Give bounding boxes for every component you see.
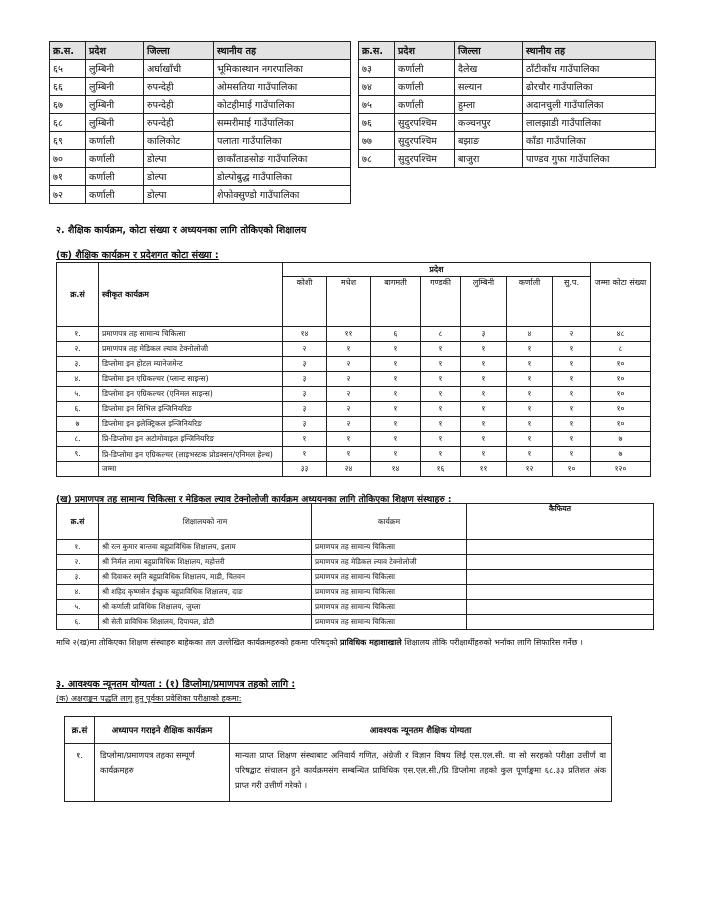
column-header: स्थानीय तह xyxy=(523,42,656,60)
program-cell: प्रमाणपत्र तह मेडिकल ल्याव टेक्नोलोजी xyxy=(312,555,467,570)
quota-cell: २ xyxy=(327,417,371,432)
column-header: अध्यापन गराइने शैक्षिक कार्यक्रम xyxy=(95,717,230,744)
quota-cell: ३ xyxy=(283,402,327,417)
quota-cell: २ xyxy=(327,372,371,387)
table-cell: ७८ xyxy=(359,150,395,168)
program-cell: प्रमाणपत्र तह सामान्य चिकित्सा xyxy=(312,540,467,555)
sn-cell: २. xyxy=(57,342,99,357)
sn-cell: ४. xyxy=(57,372,99,387)
quota-cell: १ xyxy=(507,387,553,402)
table-cell: लुम्बिनी xyxy=(86,114,144,132)
province-column-header: मधेश xyxy=(327,277,371,327)
note-text: माथि २(ख)मा तोकिएका शिक्षण संस्थाहरु बाहेकका तल उल्लेखित कार्यक्रमहरुको हकमा परिषद्को xyxy=(56,638,338,647)
program-cell: प्रमाणपत्र तह सामान्य चिकित्सा xyxy=(312,600,467,615)
program-header: स्वीकृत कार्यक्रम xyxy=(99,263,283,327)
column-header: जिल्ला xyxy=(144,42,214,60)
table-cell: ६६ xyxy=(50,78,86,96)
table-row xyxy=(65,744,612,802)
column-header: क्र.स. xyxy=(359,42,395,60)
table-cell: बाजुरा xyxy=(455,150,523,168)
table-row xyxy=(50,150,351,168)
remarks-cell xyxy=(467,555,654,570)
quota-cell: १ xyxy=(371,357,421,372)
table-row xyxy=(57,585,654,600)
program-cell: प्रमाणपत्र तह सामान्य चिकित्सा xyxy=(99,327,283,342)
remarks-cell xyxy=(467,585,654,600)
table-cell: कञ्चनपुर xyxy=(455,114,523,132)
quota-cell: १ xyxy=(461,402,507,417)
quota-cell: ३३ xyxy=(283,462,327,477)
quota-cell: १ xyxy=(461,417,507,432)
table-cell: कर्णाली xyxy=(86,168,144,186)
column-header: कार्यक्रम xyxy=(312,504,467,540)
table-row xyxy=(57,600,654,615)
quota-cell: १ xyxy=(507,417,553,432)
remarks-cell xyxy=(467,615,654,630)
quota-cell: १ xyxy=(327,342,371,357)
table-row xyxy=(359,114,656,132)
table-cell: ६९ xyxy=(50,132,86,150)
table-cell: ७१ xyxy=(50,168,86,186)
table-cell: ७७ xyxy=(359,132,395,150)
sn-cell: ४. xyxy=(57,585,99,600)
program-cell: डिप्लोमा इन इलेक्ट्रिकल इन्जिनियरिङ xyxy=(99,417,283,432)
program-cell: डिप्लोमा इन होटल म्यानेजमेन्ट xyxy=(99,357,283,372)
table-cell: डोल्पोबुद्ध गाउँपालिका xyxy=(214,168,351,186)
total-cell: १० xyxy=(591,372,651,387)
institution-name-cell: श्री रत्न कुमार बान्तवा बहुप्राविधिक शिक्षालय, इलाम xyxy=(99,540,312,555)
program-cell: डिप्लोमा इन सिभिल इन्जिनियरिङ xyxy=(99,402,283,417)
sn-cell: २. xyxy=(57,555,99,570)
section-3-subtitle: (क) अक्षराङ्कन पद्धति लागु हुनु पूर्वका प्रवेशिका परीक्षाको हकमा: xyxy=(56,694,242,703)
quota-cell: ११ xyxy=(461,462,507,477)
table-cell: भूमिकास्थान नगरपालिका xyxy=(214,60,351,78)
table-cell: ६८ xyxy=(50,114,86,132)
quota-cell: १ xyxy=(421,402,461,417)
sn-cell: ८. xyxy=(57,432,99,447)
quota-cell: १ xyxy=(421,342,461,357)
institution-name-cell: श्री कर्णाली प्राविधिक शिक्षालय, जुम्ला xyxy=(99,600,312,615)
remarks-cell xyxy=(467,570,654,585)
table-cell: दैलेख xyxy=(455,60,523,78)
table-cell: पलाता गाउँपालिका xyxy=(214,132,351,150)
quota-cell: ३ xyxy=(461,327,507,342)
table-cell: डिप्लोमा/प्रमाणपत्र तहका सम्पूर्ण कार्यक्रमहरु xyxy=(95,744,230,802)
sn-cell: १. xyxy=(57,327,99,342)
quota-cell: १ xyxy=(507,432,553,447)
table-cell: काँडा गाउँपालिका xyxy=(523,132,656,150)
table-cell: सम्मरीमाई गाउँपालिका xyxy=(214,114,351,132)
quota-cell: १ xyxy=(507,342,553,357)
table-cell: सुदुरपश्चिम xyxy=(395,150,455,168)
table-cell: ६५ xyxy=(50,60,86,78)
program-cell: डिप्लोमा इन एग्रिकल्चर (एनिमल साइन्स) xyxy=(99,387,283,402)
district-table-right xyxy=(358,41,656,168)
table-cell: अर्घाखाँची xyxy=(144,60,214,78)
column-header: प्रदेश xyxy=(395,42,455,60)
table-cell: ७५ xyxy=(359,96,395,114)
quota-cell: १ xyxy=(507,447,553,462)
institution-name-cell: श्री सेती प्राविधिक शिक्षालय, दिपायल, डोटी xyxy=(99,615,312,630)
table-row xyxy=(50,114,351,132)
quota-cell: १ xyxy=(461,447,507,462)
total-label: जम्मा xyxy=(99,462,283,477)
total-cell: १२० xyxy=(591,462,651,477)
program-cell: प्रि-डिप्लोमा इन एग्रिकल्चर (लाइभस्टक प्रोडक्सन/एनिमल हेल्थ) xyxy=(99,447,283,462)
table-cell: मान्यता प्राप्त शिक्षण संस्थाबाट अनिवार्य गणित, अंग्रेजी र विज्ञान विषय लिई एस.एल.सी. वा सो सरहको परीक्षा उत्तीर्ण वा परिषद्बाट संचालन हुने कार्यक्रमसंग सम्बन्धित प्राविधिक एस.एल.सी./प्रि डिप्लोमा तहको कुल पूर्णाङ्कमा ६८.३३ प्रतिशत अंक प्राप्त गरी उत्तीर्ण गरेको । xyxy=(230,744,612,802)
column-header: कैफियत xyxy=(467,504,654,540)
quota-cell: १६ xyxy=(421,462,461,477)
table-header-row xyxy=(359,42,656,60)
quota-cell: १ xyxy=(553,447,591,462)
province-column-header: लुम्बिनी xyxy=(461,277,507,327)
note-paragraph xyxy=(56,636,653,650)
sn-cell: ५. xyxy=(57,387,99,402)
remarks-cell xyxy=(467,600,654,615)
quota-cell: १४ xyxy=(283,327,327,342)
table-cell: हुम्ला xyxy=(455,96,523,114)
table-row xyxy=(50,168,351,186)
sn-header: क्र.सं xyxy=(57,263,99,327)
quota-cell: १ xyxy=(461,387,507,402)
table-cell: सुदुरपश्चिम xyxy=(395,132,455,150)
program-cell: प्रि-डिप्लोमा इन अटोमोवाइल इन्जिनियरिङ xyxy=(99,432,283,447)
total-cell: ४८ xyxy=(591,327,651,342)
quota-cell: १ xyxy=(553,432,591,447)
quota-cell: १ xyxy=(421,447,461,462)
table-row xyxy=(50,132,351,150)
table-cell: ७६ xyxy=(359,114,395,132)
table-cell: कर्णाली xyxy=(395,78,455,96)
quota-cell: १० xyxy=(553,462,591,477)
table-row xyxy=(50,186,351,204)
quota-cell: ३ xyxy=(283,417,327,432)
table-cell: अदानचुली गाउँपालिका xyxy=(523,96,656,114)
section-2b-title: (ख) प्रमाणपत्र तह सामान्य चिकित्सा र मेडिकल ल्याव टेक्नोलोजी कार्यक्रम अध्ययनका लागि तोकिएका शिक्षण संस्थाहरु : xyxy=(56,495,452,505)
quota-cell: १ xyxy=(371,387,421,402)
institution-name-cell: श्री शहिद कृष्णसेन ईच्छुक बहुप्राविधिक शिक्षालय, दाङ xyxy=(99,585,312,600)
quota-cell: १ xyxy=(371,447,421,462)
table-row xyxy=(57,570,654,585)
table-cell: ओमसतिया गाउँपालिका xyxy=(214,78,351,96)
total-header: जम्मा कोटा संख्या xyxy=(591,277,651,327)
quota-cell: १ xyxy=(371,372,421,387)
total-row xyxy=(57,462,651,477)
quota-cell: १ xyxy=(421,357,461,372)
column-header: शिक्षालयको नाम xyxy=(99,504,312,540)
note-text-end: शिक्षालय तोकि परीक्षार्थीहरुको भर्नाका लागि सिफारिस गर्नेछ । xyxy=(404,638,583,647)
table-cell: लुम्बिनी xyxy=(86,96,144,114)
province-column-header: कोशी xyxy=(283,277,327,327)
table-row xyxy=(359,96,656,114)
quota-cell: ३ xyxy=(283,387,327,402)
table-row xyxy=(57,327,651,342)
quota-cell: २ xyxy=(327,387,371,402)
table-cell: सुदुरपश्चिम xyxy=(395,114,455,132)
table-row xyxy=(359,150,656,168)
quota-cell: ४ xyxy=(507,327,553,342)
table-cell: कर्णाली xyxy=(395,60,455,78)
column-header: आवश्यक न्यूनतम शैक्षिक योग्यता xyxy=(230,717,612,744)
remarks-cell xyxy=(467,540,654,555)
quota-cell: २ xyxy=(553,327,591,342)
table-cell: कर्णाली xyxy=(395,96,455,114)
quota-cell: १ xyxy=(327,447,371,462)
sn-cell: ६. xyxy=(57,402,99,417)
section-2a-title: (क) शैक्षिक कार्यक्रम र प्रदेशगत कोटा संख्या : xyxy=(56,250,219,261)
table-row xyxy=(50,78,351,96)
program-cell: प्रमाणपत्र तह सामान्य चिकित्सा xyxy=(312,615,467,630)
table-cell: ७३ xyxy=(359,60,395,78)
table-row xyxy=(50,60,351,78)
quota-cell: १ xyxy=(371,342,421,357)
table-row xyxy=(57,387,651,402)
table-row xyxy=(57,372,651,387)
quota-cell: १ xyxy=(461,432,507,447)
quota-cell: १ xyxy=(507,357,553,372)
column-header: क्र.सं xyxy=(57,504,99,540)
table-cell: कोटहीमाई गाउँपालिका xyxy=(214,96,351,114)
table-row xyxy=(57,342,651,357)
table-cell: डोल्पा xyxy=(144,150,214,168)
table-row xyxy=(57,402,651,417)
quota-cell: २ xyxy=(327,402,371,417)
quota-cell: १ xyxy=(507,372,553,387)
table-cell: ढोरचौर गाउँपालिका xyxy=(523,78,656,96)
quota-cell: १ xyxy=(371,402,421,417)
district-table-left xyxy=(49,41,351,204)
institution-table xyxy=(56,503,654,630)
table-cell: ७४ xyxy=(359,78,395,96)
quota-cell: १ xyxy=(461,372,507,387)
sn-cell: १. xyxy=(57,540,99,555)
table-row xyxy=(57,555,654,570)
table-cell: लुम्बिनी xyxy=(86,60,144,78)
table-cell: कर्णाली xyxy=(86,150,144,168)
quota-cell: १ xyxy=(421,372,461,387)
quota-cell: ११ xyxy=(327,327,371,342)
program-cell: प्रमाणपत्र तह सामान्य चिकित्सा xyxy=(312,570,467,585)
sn-cell: ३. xyxy=(57,357,99,372)
sn-cell: ६. xyxy=(57,615,99,630)
table-row xyxy=(57,540,654,555)
total-cell: ८ xyxy=(591,342,651,357)
table-cell: कर्णाली xyxy=(86,132,144,150)
table-cell: लालझाडी गाउँपालिका xyxy=(523,114,656,132)
table-cell: ७० xyxy=(50,150,86,168)
quota-cell: २ xyxy=(327,357,371,372)
sn-cell: ३. xyxy=(57,570,99,585)
quota-cell: १ xyxy=(553,357,591,372)
quota-cell: १ xyxy=(371,432,421,447)
table-cell: पाण्डव गुफा गाउँपालिका xyxy=(523,150,656,168)
quota-cell: १ xyxy=(553,372,591,387)
quota-cell: १ xyxy=(553,342,591,357)
sn-cell: ५. xyxy=(57,600,99,615)
quota-cell: १ xyxy=(461,357,507,372)
total-cell: १० xyxy=(591,357,651,372)
qualification-table xyxy=(64,716,612,802)
quota-cell: १ xyxy=(421,432,461,447)
column-header: क्र.सं xyxy=(65,717,95,744)
quota-cell: २ xyxy=(283,342,327,357)
total-cell: ७ xyxy=(591,447,651,462)
program-cell: डिप्लोमा इन एग्रिकल्चर (प्लान्ट साइन्स) xyxy=(99,372,283,387)
table-cell: ६७ xyxy=(50,96,86,114)
total-cell: १० xyxy=(591,402,651,417)
table-cell: डोल्पा xyxy=(144,168,214,186)
table-cell: रुपन्देही xyxy=(144,78,214,96)
table-cell: ७२ xyxy=(50,186,86,204)
column-header: क्र.स. xyxy=(50,42,86,60)
total-cell: १० xyxy=(591,417,651,432)
province-column-header: बागमती xyxy=(371,277,421,327)
table-row xyxy=(57,615,654,630)
quota-cell: १ xyxy=(461,342,507,357)
table-cell: ठाँटीकाँध गाउँपालिका xyxy=(523,60,656,78)
table-cell: बझाङ xyxy=(455,132,523,150)
quota-cell: १ xyxy=(507,402,553,417)
table-row xyxy=(359,132,656,150)
quota-cell: १४ xyxy=(371,462,421,477)
province-column-header: सु.प. xyxy=(553,277,591,327)
quota-cell: १ xyxy=(421,417,461,432)
table-row xyxy=(50,96,351,114)
institution-name-cell: श्री दिवाकर स्मृति बहुप्राविधिक शिक्षालय, माडी, चितवन xyxy=(99,570,312,585)
program-cell: प्रमाणपत्र तह मेडिकल ल्याव टेक्नोलोजी xyxy=(99,342,283,357)
total-header-top xyxy=(591,263,651,277)
section-3-title: ३. आवश्यक न्यूनतम योग्यता : (१) डिप्लोमा/प्रमाणपत्र तहको लागि : xyxy=(56,679,296,690)
column-header: स्थानीय तह xyxy=(214,42,351,60)
table-row xyxy=(57,447,651,462)
sn-cell xyxy=(57,462,99,477)
table-row xyxy=(57,432,651,447)
table-row xyxy=(57,417,651,432)
quota-cell: १ xyxy=(283,432,327,447)
quota-cell: २४ xyxy=(327,462,371,477)
quota-cell: ८ xyxy=(421,327,461,342)
table-row xyxy=(57,357,651,372)
quota-cell: १२ xyxy=(507,462,553,477)
table-row xyxy=(359,78,656,96)
quota-cell: १ xyxy=(553,387,591,402)
table-cell: शेफोक्सुण्डो गाउँपालिका xyxy=(214,186,351,204)
table-cell: रुपन्देही xyxy=(144,96,214,114)
quota-cell: १ xyxy=(553,417,591,432)
quota-cell: १ xyxy=(327,432,371,447)
sn-cell: ९. xyxy=(57,447,99,462)
program-cell: प्रमाणपत्र तह सामान्य चिकित्सा xyxy=(312,585,467,600)
section-2-title: २. शैक्षिक कार्यक्रम, कोटा संख्या र अध्ययनका लागि तोकिएको शिक्षालय xyxy=(56,225,307,236)
quota-cell: १ xyxy=(371,417,421,432)
institution-name-cell: श्री निर्मल लामा बहुप्राविधिक शिक्षालय, महोत्तरी xyxy=(99,555,312,570)
table-cell: कर्णाली xyxy=(86,186,144,204)
table-cell: १. xyxy=(65,744,95,802)
table-cell: कालिकोट xyxy=(144,132,214,150)
quota-table xyxy=(56,262,651,477)
province-column-header: कर्णाली xyxy=(507,277,553,327)
sn-cell: ७ xyxy=(57,417,99,432)
table-cell: सल्यान xyxy=(455,78,523,96)
table-header-row xyxy=(50,42,351,60)
quota-cell: ६ xyxy=(371,327,421,342)
table-cell: डोल्पा xyxy=(144,186,214,204)
quota-cell: ३ xyxy=(283,357,327,372)
column-header: जिल्ला xyxy=(455,42,523,60)
total-cell: ७ xyxy=(591,432,651,447)
table-cell: रुपन्देही xyxy=(144,114,214,132)
table-cell: छाकाँताङसोङ गाउँपालिका xyxy=(214,150,351,168)
column-header: प्रदेश xyxy=(86,42,144,60)
quota-cell: १ xyxy=(421,387,461,402)
note-bold-text: प्राविधिक महाशाखाले xyxy=(340,638,402,647)
table-row xyxy=(359,60,656,78)
province-column-header: गण्डकी xyxy=(421,277,461,327)
table-cell: लुम्बिनी xyxy=(86,78,144,96)
province-header: प्रदेश xyxy=(283,263,591,277)
quota-cell: १ xyxy=(283,447,327,462)
quota-cell: ३ xyxy=(283,372,327,387)
quota-cell: १ xyxy=(553,402,591,417)
total-cell: १० xyxy=(591,387,651,402)
